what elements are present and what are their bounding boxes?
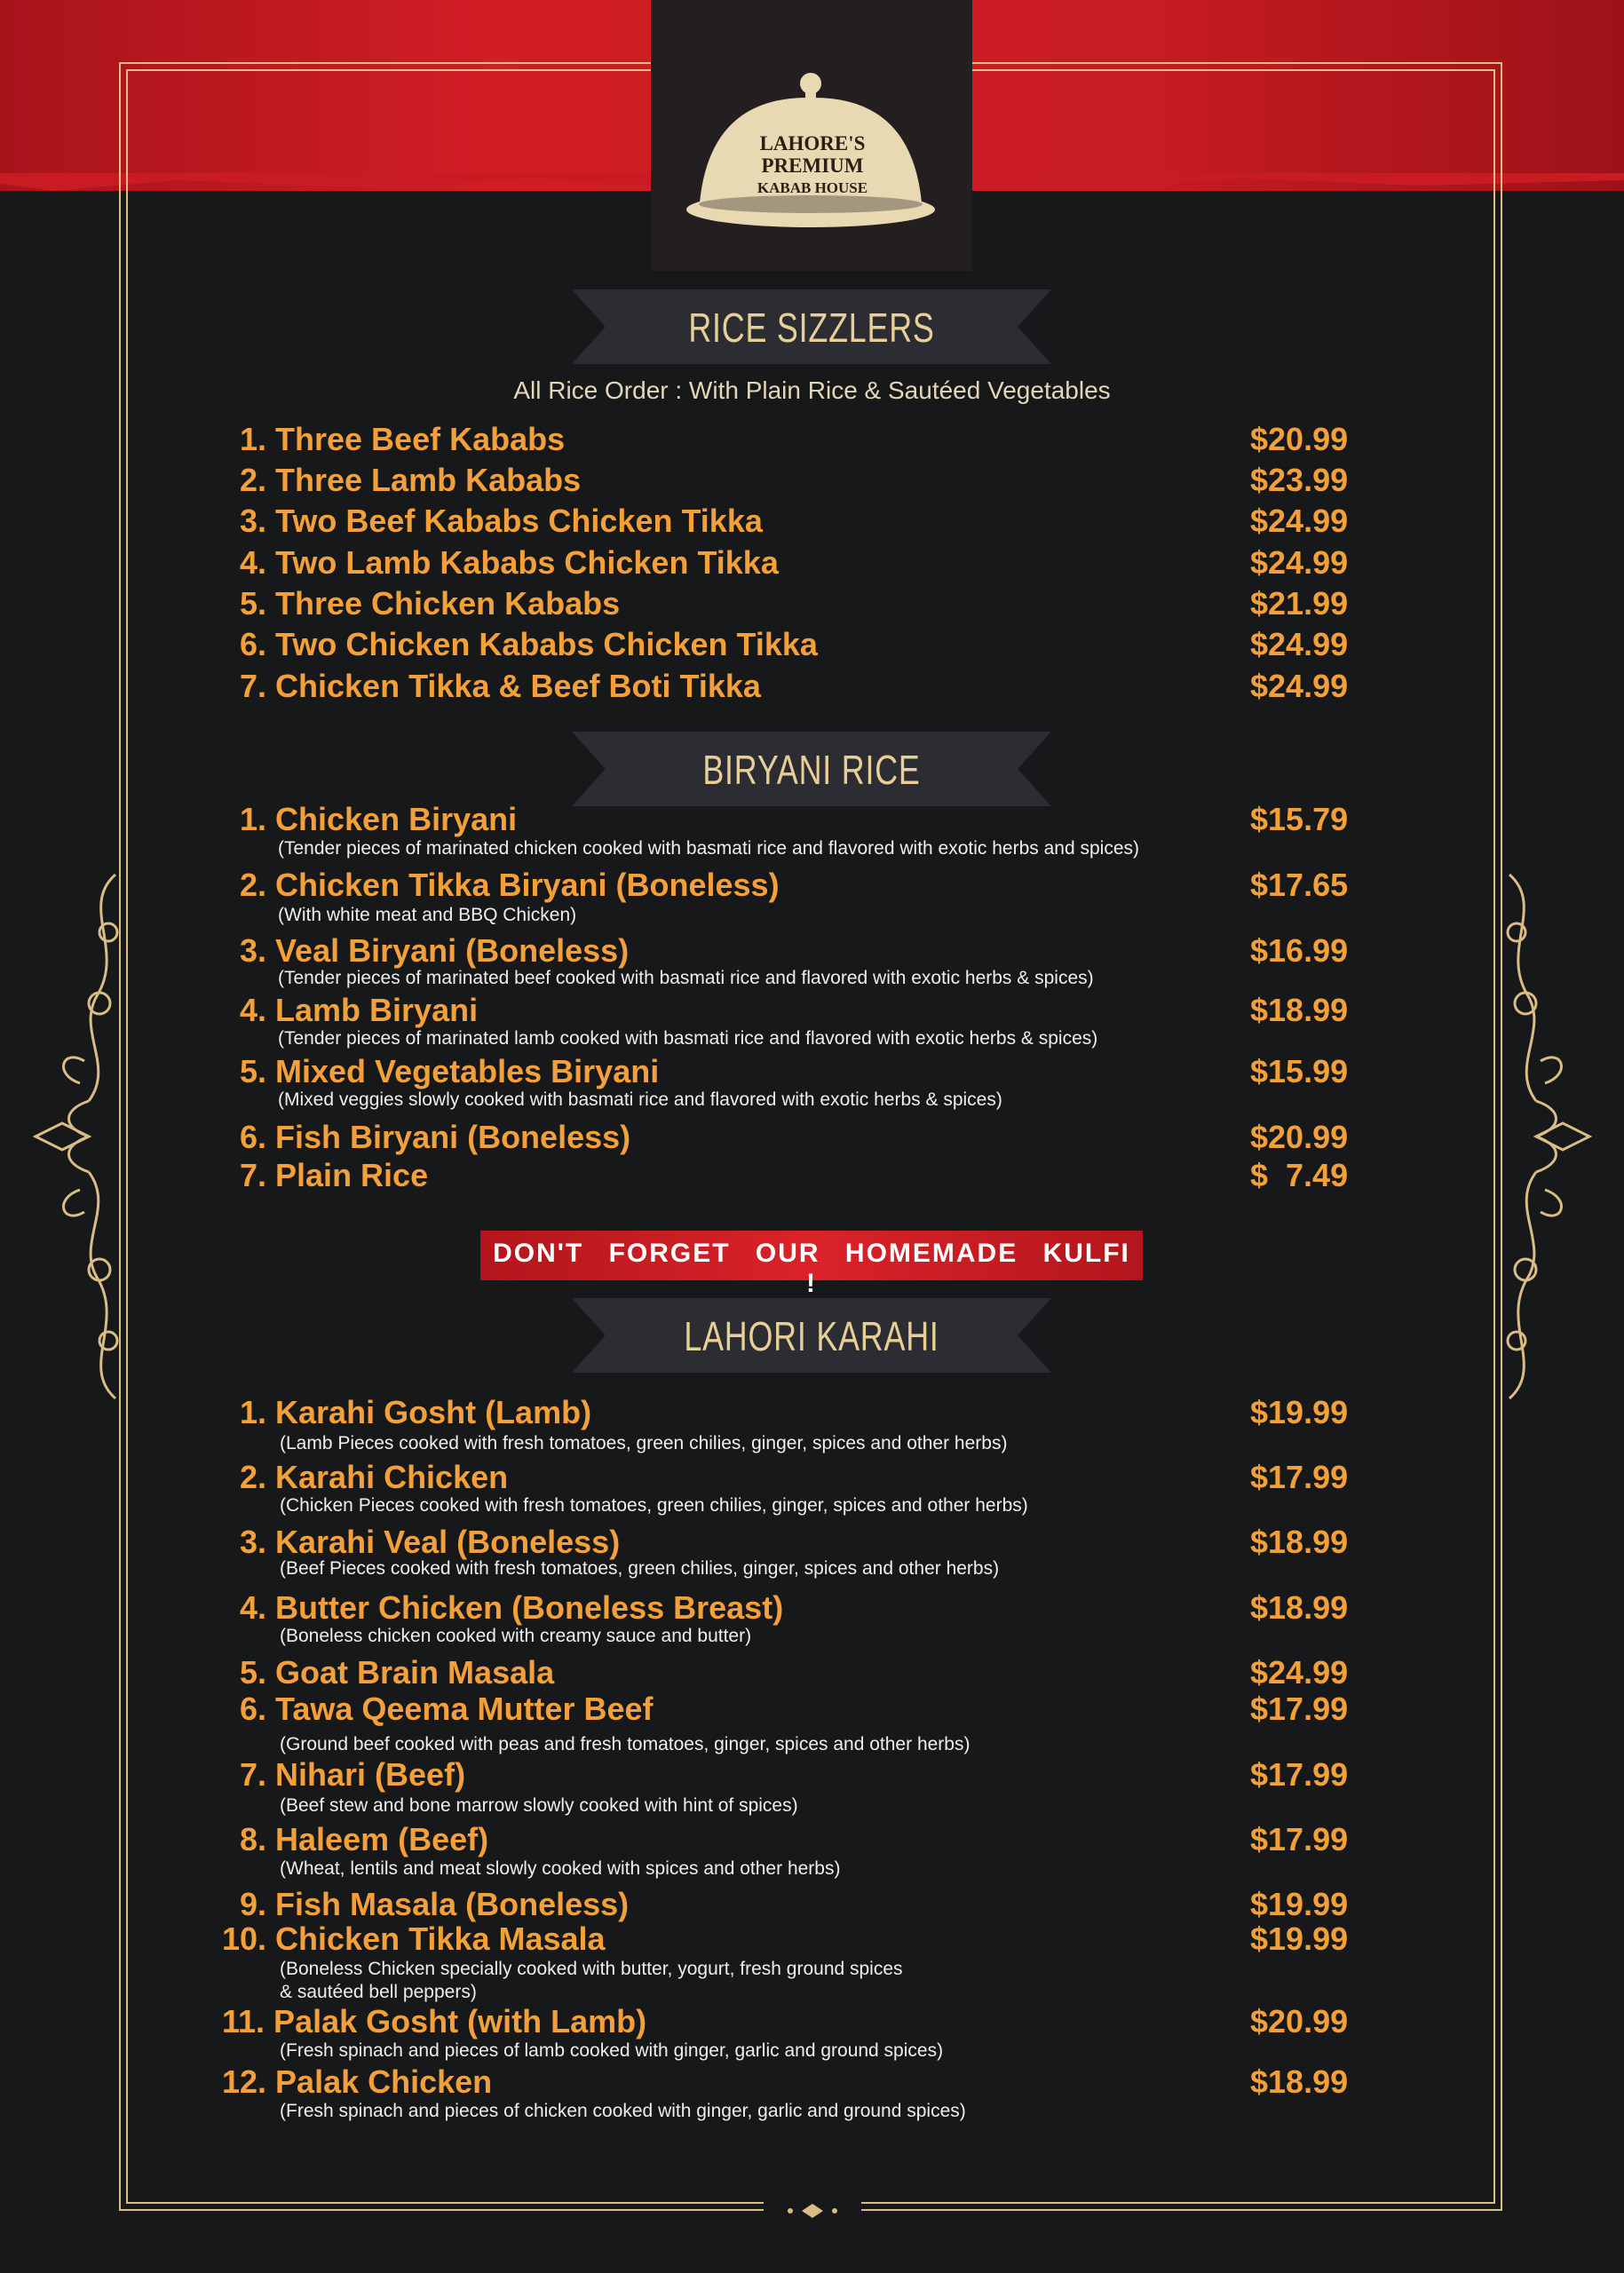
menu-item-name: 1. Karahi Gosht (Lamb) [240,1394,592,1430]
menu-item-name: 3. Veal Biryani (Boneless) [240,932,630,969]
rice-sizzlers-note: All Rice Order : With Plain Rice & Sautéed Vegetables [513,376,1111,404]
menu-item-price: $18.99 [1250,1524,1349,1560]
menu-item-description: (Fresh spinach and pieces of lamb cooked with ginger, garlic and ground spices) [280,2040,944,2061]
menu-item-description: (Tender pieces of marinated lamb cooked with basmati rice and flavored with exotic herbs & spices) [278,1028,1098,1049]
menu-item-description: (Mixed veggies slowly cooked with basmati rice and flavored with exotic herbs & spices) [278,1089,1002,1110]
menu-item-description: (Ground beef cooked with peas and fresh tomatoes, ginger, spices and other herbs) [280,1734,970,1754]
menu-item-name: 6. Tawa Qeema Mutter Beef [240,1691,654,1727]
right-scroll-ornament-icon [1492,870,1598,1403]
menu-item-name: 8. Haleem (Beef) [240,1821,489,1857]
menu-item-price: $24.99 [1250,503,1349,539]
menu-item-name: 12. Palak Chicken [222,2063,493,2100]
menu-item-name: 9. Fish Masala (Boneless) [240,1886,630,1922]
menu-item-description: (Chicken Pieces cooked with fresh tomatoes, green chilies, ginger, spices and other herbs) [280,1495,1028,1516]
menu-item-price: $18.99 [1250,1589,1349,1626]
menu-item-name: 4. Butter Chicken (Boneless Breast) [240,1589,784,1626]
menu-item-description: (Wheat, lentils and meat slowly cooked with spices and other herbs) [280,1858,841,1879]
menu-item-price: $23.99 [1250,462,1349,498]
menu-item-name: 7. Chicken Tikka & Beef Boti Tikka [240,668,761,704]
bottom-diamond-ornament-icon [764,2198,861,2223]
menu-item-description: (With white meat and BBQ Chicken) [278,905,577,925]
menu-item-name: 2. Chicken Tikka Biryani (Boneless) [240,867,780,903]
menu-item-name: 6. Two Chicken Kababs Chicken Tikka [240,626,818,662]
menu-item-name: 4. Two Lamb Kababs Chicken Tikka [240,544,779,581]
menu-item-name: 2. Three Lamb Kababs [240,462,582,498]
menu-item-price: $19.99 [1250,1921,1349,1957]
menu-item-description: (Tender pieces of marinated chicken cooked with basmati rice and flavored with exotic herbs and spices) [278,838,1139,859]
menu-item-name: 6. Fish Biryani (Boneless) [240,1119,631,1155]
menu-item-name: 4. Lamb Biryani [240,992,479,1028]
menu-item-name: 3. Karahi Veal (Boneless) [240,1524,621,1560]
menu-item-name: 7. Plain Rice [240,1157,429,1193]
menu-item-price: $18.99 [1250,992,1349,1028]
menu-item-name: 1. Three Beef Kababs [240,421,566,457]
menu-item-price: $17.65 [1250,867,1349,903]
kulfi-promo-text: DON'T FORGET OUR HOMEMADE KULFI ! [493,1239,1130,1298]
menu-item-price: $18.99 [1250,2063,1349,2100]
menu-item-name: 10. Chicken Tikka Masala [222,1921,606,1957]
menu-item-name: 2. Karahi Chicken [240,1459,509,1495]
logo-line-2: PREMIUM [761,154,864,177]
menu-item-price: $20.99 [1250,421,1349,457]
menu-item-name: 3. Two Beef Kababs Chicken Tikka [240,503,763,539]
menu-item-price: $15.99 [1250,1053,1349,1089]
menu-item-name: 5. Three Chicken Kababs [240,585,621,622]
menu-item-price: $ 7.49 [1250,1157,1349,1193]
logo-line-1: LAHORE'S [759,132,866,154]
menu-item-price: $24.99 [1250,544,1349,581]
menu-item-name: 11. Palak Gosht (with Lamb) [222,2003,647,2039]
menu-item-price: $17.99 [1250,1691,1349,1727]
menu-item-price: $16.99 [1250,932,1349,969]
menu-item-price: $24.99 [1250,668,1349,704]
menu-item-price: $21.99 [1250,585,1349,622]
menu-item-price: $20.99 [1250,2003,1349,2039]
menu-item-price: $24.99 [1250,1654,1349,1691]
menu-item-name: 7. Nihari (Beef) [240,1756,466,1793]
menu-item-description: (Boneless Chicken specially cooked with butter, yogurt, fresh ground spices [280,1959,903,1979]
menu-item-description: (Lamb Pieces cooked with fresh tomatoes, green chilies, ginger, spices and other herbs) [280,1433,1008,1453]
rice-sizzlers-title: RICE SIZZLERS [688,305,935,351]
menu-item-price: $15.79 [1250,801,1349,837]
menu-item-price: $24.99 [1250,626,1349,662]
menu-item-description: (Beef stew and bone marrow slowly cooked with hint of spices) [280,1795,798,1816]
menu-item-price: $17.99 [1250,1821,1349,1857]
menu-item-name: 5. Mixed Vegetables Biryani [240,1053,660,1089]
biryani-rice-title: BIRYANI RICE [702,747,921,793]
logo-line-3: KABAB HOUSE [757,179,868,196]
left-scroll-ornament-icon [27,870,133,1403]
menu-item-description: (Beef Pieces cooked with fresh tomatoes, green chilies, ginger, spices and other herbs) [280,1558,1000,1579]
menu-item-name: 1. Chicken Biryani [240,801,518,837]
menu-item-price: $19.99 [1250,1394,1349,1430]
menu-item-price: $19.99 [1250,1886,1349,1922]
menu-item-price: $17.99 [1250,1459,1349,1495]
menu-item-description: (Tender pieces of marinated beef cooked with basmati rice and flavored with exotic herbs & spices) [278,968,1094,988]
menu-item-description-continued: & sautéed bell peppers) [280,1982,477,2002]
menu-item-description: (Boneless chicken cooked with creamy sauce and butter) [280,1626,752,1646]
lahori-karahi-title: LAHORI KARAHI [684,1313,939,1359]
menu-item-price: $20.99 [1250,1119,1349,1155]
menu-item-price: $17.99 [1250,1756,1349,1793]
menu-item-description: (Fresh spinach and pieces of chicken cooked with ginger, garlic and ground spices) [280,2101,966,2121]
menu-item-name: 5. Goat Brain Masala [240,1654,555,1691]
